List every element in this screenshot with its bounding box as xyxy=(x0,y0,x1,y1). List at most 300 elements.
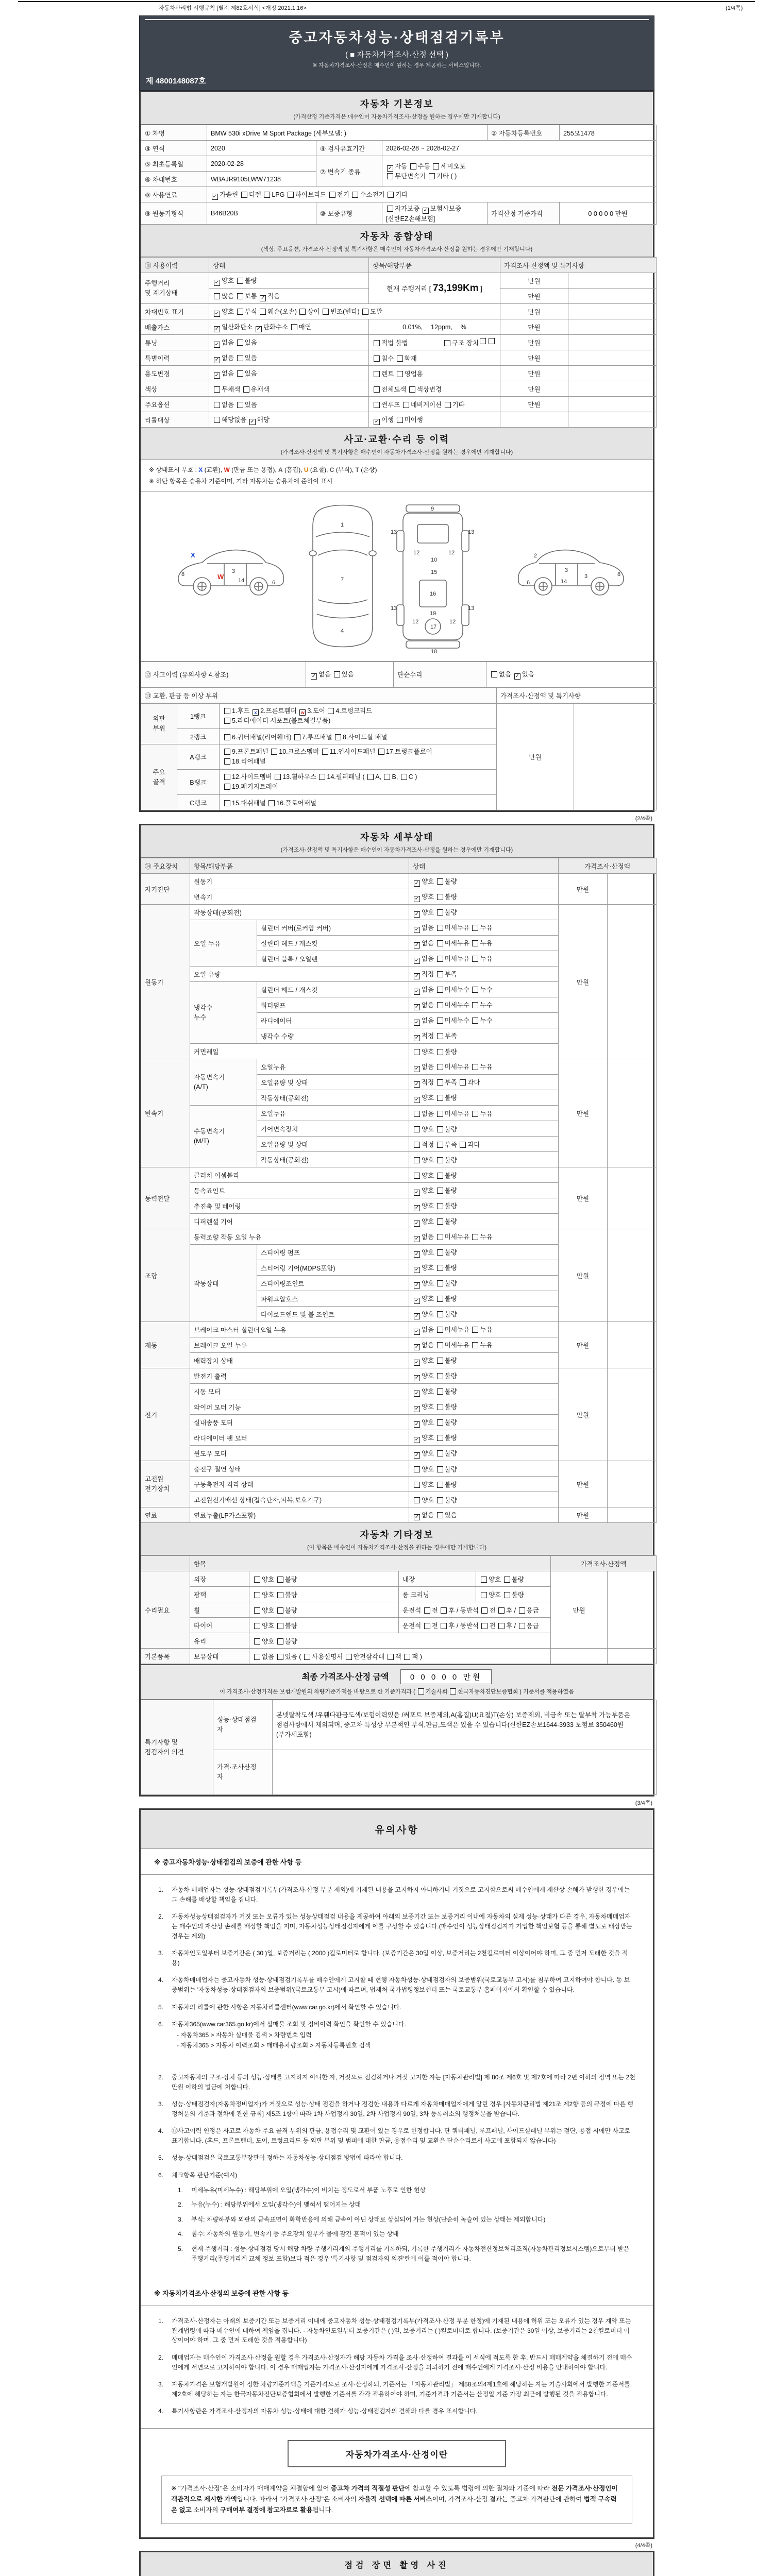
checkbox-empty[interactable] xyxy=(334,671,340,677)
table-cell: 동력조향 작동 오일 누유 xyxy=(190,1229,409,1245)
checkbox-empty[interactable] xyxy=(397,371,403,377)
checkbox-empty[interactable] xyxy=(437,1018,443,1024)
checkbox-mark-weld[interactable]: w xyxy=(299,709,306,716)
checkbox-checked[interactable]: ✓ xyxy=(250,418,255,425)
checkbox-empty[interactable] xyxy=(378,749,384,755)
checkbox-empty[interactable] xyxy=(433,163,439,170)
checkbox-empty[interactable] xyxy=(489,338,495,344)
checkbox-checked[interactable]: ✓ xyxy=(414,1405,419,1412)
checkbox-checked[interactable]: ✓ xyxy=(214,326,220,332)
checkbox-empty[interactable] xyxy=(445,402,451,408)
checkbox-empty[interactable] xyxy=(404,1654,410,1660)
checkbox-empty[interactable] xyxy=(437,1111,443,1117)
checkbox-empty[interactable] xyxy=(329,192,335,198)
table-cell: 만원 xyxy=(500,319,568,335)
notice-item xyxy=(158,1885,635,1904)
checkbox-checked[interactable]: ✓ xyxy=(261,295,265,301)
table-cell: 만원 xyxy=(551,1571,608,1649)
checkbox-empty[interactable] xyxy=(460,1079,466,1086)
checkbox-checked[interactable]: ✓ xyxy=(414,1390,419,1396)
checkbox-empty[interactable] xyxy=(437,1218,443,1225)
checkbox-empty[interactable] xyxy=(260,309,266,315)
checkbox-checked[interactable]: ✓ xyxy=(414,1220,419,1226)
checkbox-empty[interactable] xyxy=(437,1049,443,1055)
checkbox-empty[interactable] xyxy=(277,1577,283,1583)
checkbox-checked[interactable]: ✓ xyxy=(414,942,419,948)
checkbox-empty[interactable] xyxy=(498,1607,505,1614)
car-damage-diagram xyxy=(141,492,653,662)
table-cell: 발전기 출력 xyxy=(190,1368,409,1384)
table-cell: 휠 xyxy=(190,1602,249,1618)
checkbox-checked[interactable]: ✓ xyxy=(414,1081,419,1087)
checkbox-checked[interactable]: ✓ xyxy=(414,973,419,979)
final-price-band xyxy=(141,1664,653,1700)
checkbox-empty[interactable] xyxy=(414,1049,420,1055)
table-cell xyxy=(608,1229,657,1322)
table-cell: ✓ 일산화탄소 ✓ 탄화수소 매연 xyxy=(209,319,369,335)
checkbox-empty[interactable] xyxy=(437,1173,443,1179)
section-etc-subtitle: (이 항목은 매수인이 자동차가격조사·산정을 원하는 경우에만 기재합니다) xyxy=(307,1545,487,1551)
checkbox-empty[interactable] xyxy=(437,1188,443,1194)
photo-box xyxy=(139,2551,654,2576)
checkbox-checked[interactable]: ✓ xyxy=(414,911,419,917)
checkbox-checked[interactable]: ✓ xyxy=(414,1004,419,1010)
checkbox-empty[interactable] xyxy=(387,173,393,179)
table-cell: ⑦ 변속기 종류 xyxy=(316,156,382,187)
notice-item-text: 자동차매매업자는 중고자동차 성능·상태점검기록부를 매수인에게 고지할 때 현행 자동차성능·상태점검자의 보증범위(국토교통부 고시)를 첨부하여 고지하여야 합니다. 동 보증범위는 '자동차성능·상태점검자의 보증범위'(국토교통부 고시)에 따르며, 법제처 국가법령정보센터 또는 국토교통부 홈페이지에서 확인할 수 있습니다. xyxy=(172,1976,630,1993)
checkbox-empty[interactable] xyxy=(346,1654,352,1660)
table-cell: 양호 불량 xyxy=(409,1121,559,1137)
checkbox-empty[interactable] xyxy=(254,1607,260,1614)
checkbox-checked[interactable]: ✓ xyxy=(214,372,220,378)
checkbox-empty[interactable] xyxy=(414,1142,420,1148)
checkbox-empty[interactable] xyxy=(328,708,334,714)
svg-text:19: 19 xyxy=(430,611,436,617)
checkbox-empty[interactable] xyxy=(437,1512,443,1518)
notice-subitem-text: 부식: 차량하부와 외판의 금속표면이 화학반응에 의해 금속이 아닌 상태로 상실되어 가는 현상(단순히 녹슬어 있는 상태는 제외합니다) xyxy=(191,2215,546,2223)
checkbox-empty[interactable] xyxy=(237,355,243,361)
checkbox-empty[interactable] xyxy=(504,1592,510,1598)
table-cell: 주요옵션 xyxy=(141,397,209,412)
checkbox-empty[interactable] xyxy=(472,925,478,931)
legend-symbol-T: T xyxy=(355,466,359,473)
checkbox-checked[interactable]: ✓ xyxy=(214,310,220,316)
checkbox-empty[interactable] xyxy=(374,355,380,362)
checkbox-empty[interactable] xyxy=(291,324,297,330)
checkbox-checked[interactable]: ✓ xyxy=(414,1313,419,1319)
checkbox-empty[interactable] xyxy=(214,402,220,408)
checkbox-checked[interactable]: ✓ xyxy=(374,418,379,425)
checkbox-empty[interactable] xyxy=(362,309,368,315)
checkbox-empty[interactable] xyxy=(224,774,230,780)
checkbox-checked[interactable]: ✓ xyxy=(214,279,220,285)
table-cell: 실내송풍 모터 xyxy=(190,1415,409,1430)
checkbox-empty[interactable] xyxy=(472,1234,478,1240)
checkbox-checked[interactable]: ✓ xyxy=(414,988,419,994)
checkbox-checked[interactable]: ✓ xyxy=(414,957,419,963)
table-cell: 수동변속기 (M/T) xyxy=(190,1106,257,1167)
checkbox-empty[interactable] xyxy=(288,192,294,198)
table-cell: ✓ 없음 있음 xyxy=(409,1507,559,1523)
checkbox-empty[interactable] xyxy=(264,192,270,198)
checkbox-empty[interactable] xyxy=(224,718,230,724)
checkbox-empty[interactable] xyxy=(480,338,486,344)
checkbox-checked[interactable]: ✓ xyxy=(414,880,419,886)
checkbox-checked[interactable]: ✓ xyxy=(414,1297,419,1303)
checkbox-checked[interactable]: ✓ xyxy=(414,1421,419,1427)
table-cell xyxy=(608,874,657,905)
checkbox-empty[interactable] xyxy=(472,1111,478,1117)
detail-state-table xyxy=(141,858,653,1523)
table-cell: 양호 불량 xyxy=(249,1633,551,1649)
checkbox-empty[interactable] xyxy=(437,971,443,977)
checkbox-empty[interactable] xyxy=(414,1466,420,1472)
checkbox-checked[interactable]: ✓ xyxy=(311,673,316,680)
checkbox-empty[interactable] xyxy=(388,1654,394,1660)
checkbox-empty[interactable] xyxy=(224,749,230,755)
data-table xyxy=(141,1700,657,1795)
table-cell: 운전석 전 후 / 동반석 전 후 / 응급 xyxy=(399,1618,551,1633)
table-cell xyxy=(608,905,657,1059)
checkbox-empty[interactable] xyxy=(437,1358,443,1364)
checkbox-empty[interactable] xyxy=(294,734,300,740)
checkbox-empty[interactable] xyxy=(437,1064,443,1070)
table-cell: ✓ 양호 불량 xyxy=(409,1276,559,1291)
checkbox-empty[interactable] xyxy=(437,1265,443,1271)
table-cell: BMW 530i xDrive M Sport Package (세부모델: ) xyxy=(207,125,488,141)
table-cell: 작동상태 xyxy=(190,1245,257,1322)
checkbox-empty[interactable] xyxy=(472,1064,478,1070)
checkbox-checked[interactable]: ✓ xyxy=(414,1282,419,1288)
table-cell: ✓ 양호 불량 xyxy=(409,889,559,905)
checkbox-empty[interactable] xyxy=(481,1592,487,1598)
checkbox-checked[interactable]: ✓ xyxy=(214,357,220,363)
checkbox-empty[interactable] xyxy=(254,1577,260,1583)
checkbox-empty[interactable] xyxy=(237,278,243,284)
checkbox-checked[interactable]: ✓ xyxy=(515,673,519,680)
checkbox-empty[interactable] xyxy=(491,671,497,677)
table-cell: ✓ 없음 있음 xyxy=(306,662,394,687)
checkbox-empty[interactable] xyxy=(472,1342,478,1348)
checkbox-empty[interactable] xyxy=(444,340,450,346)
checkbox-empty[interactable] xyxy=(437,1126,443,1132)
table-cell xyxy=(568,366,657,381)
table-cell: ④ 검사유효기간 xyxy=(316,141,382,156)
checkbox-empty[interactable] xyxy=(409,386,415,393)
checkbox-empty[interactable] xyxy=(429,173,435,179)
table-cell: ⑫ 사고이력 (유의사항 4.참조) xyxy=(141,662,306,687)
checkbox-empty[interactable] xyxy=(437,1435,443,1441)
checkbox-empty[interactable] xyxy=(414,1173,420,1179)
section-overall-header xyxy=(141,225,653,257)
table-cell: 동력전달 xyxy=(141,1167,190,1229)
checkbox-empty[interactable] xyxy=(437,1079,443,1086)
checkbox-empty[interactable] xyxy=(322,749,328,755)
checkbox-empty[interactable] xyxy=(277,1607,283,1614)
checkbox-empty[interactable] xyxy=(437,1249,443,1256)
checkbox-empty[interactable] xyxy=(388,192,394,198)
checkbox-empty[interactable] xyxy=(254,1592,260,1598)
data-table xyxy=(141,703,657,810)
checkbox-checked[interactable]: ✓ xyxy=(212,193,217,199)
checkbox-empty[interactable] xyxy=(437,1419,443,1426)
table-cell xyxy=(608,1059,657,1167)
checkbox-empty[interactable] xyxy=(437,1203,443,1209)
checkbox-empty[interactable] xyxy=(437,1497,443,1503)
checkbox-empty[interactable] xyxy=(424,1623,430,1629)
checkbox-checked[interactable]: ✓ xyxy=(414,1375,419,1381)
table-cell: 가격·조사산정 자 xyxy=(213,1750,273,1795)
table-cell: 적정 부족 과다 xyxy=(409,1137,559,1152)
page1-box xyxy=(139,91,654,812)
checkbox-empty[interactable] xyxy=(472,1002,478,1008)
checkbox-checked[interactable]: ✓ xyxy=(414,1251,419,1257)
checkbox-empty[interactable] xyxy=(254,1654,260,1660)
price-definition-text: ※ "가격조사·산정"은 소비자가 매매계약을 체결함에 있어 중고차 가격의 적절성 판단에 참고할 수 있도록 법령에 의한 절차와 기준에 따라 전문 가격조사·산정인이 객관적으로 제시한 가액입니다. 따라서 "가격조사·산정"은 소비자의 자율적 선택에 따른 서비스이며, 가격조사·산정 결과는 중고차 가격판단에 관하여 법적 구속력은 없고 소비자의 구매여부 결정에 참고자료로 활용됩니다. xyxy=(161,2476,632,2524)
checkbox-mark-exchange[interactable]: x xyxy=(253,709,259,716)
checkbox-empty[interactable] xyxy=(437,940,443,946)
checkbox-empty[interactable] xyxy=(237,293,243,299)
checkbox-empty[interactable] xyxy=(271,749,277,755)
notice-item-number: 6. xyxy=(158,2172,164,2179)
checkbox-empty[interactable] xyxy=(304,1654,310,1660)
table-cell: ⑥ 차대번호 xyxy=(141,172,207,187)
table-cell xyxy=(551,1649,608,1664)
checkbox-empty[interactable] xyxy=(437,1095,443,1101)
checkbox-empty[interactable] xyxy=(237,370,243,377)
checkbox-empty[interactable] xyxy=(472,1018,478,1024)
checkbox-empty[interactable] xyxy=(403,402,409,408)
checkbox-checked[interactable]: ✓ xyxy=(414,1452,419,1458)
checkbox-empty[interactable] xyxy=(275,774,281,780)
checkbox-checked[interactable]: ✓ xyxy=(256,326,261,332)
checkbox-empty[interactable] xyxy=(437,1033,443,1039)
notice-item-number: 3. xyxy=(158,1950,164,1957)
checkbox-checked[interactable]: ✓ xyxy=(414,1235,419,1242)
price-definition-title: 자동차가격조사·산정이란 xyxy=(288,2440,506,2467)
checkbox-empty[interactable] xyxy=(437,1327,443,1333)
checkbox-empty[interactable] xyxy=(437,878,443,885)
checkbox-empty[interactable] xyxy=(481,1577,487,1583)
checkbox-empty[interactable] xyxy=(472,987,478,993)
checkbox-empty[interactable] xyxy=(424,1607,430,1614)
checkbox-empty[interactable] xyxy=(277,1623,283,1629)
notice-item-text: 자동차의 리콜에 관한 사항은 자동차리콜센터(www.car.go.kr)에서 확인할 수 있습니다. xyxy=(172,2003,401,2011)
checkbox-empty[interactable] xyxy=(519,1607,525,1614)
checkbox-empty[interactable] xyxy=(437,987,443,993)
table-cell: 전기 xyxy=(141,1368,190,1461)
notice-item-text: 특기사항란은 가격조사·산정자의 자동차 성능·상태에 대한 견해가 성능·상태점검자의 견해와 다를 경우 표시합니다. xyxy=(172,2408,478,2415)
table-cell: 없음 미세누유 누유 xyxy=(409,1106,559,1121)
checkbox-empty[interactable] xyxy=(374,402,380,408)
checkbox-empty[interactable] xyxy=(437,1157,443,1163)
checkbox-empty[interactable] xyxy=(437,1342,443,1348)
checkbox-empty[interactable] xyxy=(243,386,249,393)
checkbox-empty[interactable] xyxy=(374,340,380,346)
checkbox-empty[interactable] xyxy=(437,894,443,900)
checkbox-empty[interactable] xyxy=(418,1688,424,1694)
checkbox-empty[interactable] xyxy=(410,163,416,170)
notice-list xyxy=(141,2306,653,2428)
checkbox-empty[interactable] xyxy=(437,956,443,962)
checkbox-empty[interactable] xyxy=(277,1592,283,1598)
checkbox-empty[interactable] xyxy=(414,1497,420,1503)
checkbox-checked[interactable]: ✓ xyxy=(414,1328,419,1334)
checkbox-empty[interactable] xyxy=(441,1623,447,1629)
data-table xyxy=(141,687,657,703)
checkbox-empty[interactable] xyxy=(254,1623,260,1629)
checkbox-empty[interactable] xyxy=(414,1482,420,1488)
checkbox-empty[interactable] xyxy=(414,1126,420,1132)
checkbox-empty[interactable] xyxy=(437,1002,443,1008)
checkbox-empty[interactable] xyxy=(437,1450,443,1456)
checkbox-empty[interactable] xyxy=(237,340,243,346)
checkbox-empty[interactable] xyxy=(460,1142,466,1148)
checkbox-checked[interactable]: ✓ xyxy=(414,1359,419,1365)
checkbox-empty[interactable] xyxy=(504,1577,510,1583)
table-cell: 양호 불량 xyxy=(409,1461,559,1477)
table-cell: 9.프론트패널 10.크로스멤버 11.인사이드패널 17.트렁크플로어 18.리어패널 xyxy=(220,744,497,770)
checkbox-checked[interactable]: ✓ xyxy=(414,1344,419,1350)
notice-item-number: 5. xyxy=(158,2003,164,2011)
table-cell: 수리필요 xyxy=(141,1571,190,1649)
checkbox-empty[interactable] xyxy=(224,800,230,806)
table-cell: ✓ 없음 있음 xyxy=(209,335,369,350)
checkbox-checked[interactable]: ✓ xyxy=(414,1189,419,1195)
table-cell: 클러치 어셈블리 xyxy=(190,1167,409,1183)
checkbox-empty[interactable] xyxy=(367,774,374,780)
checkbox-empty[interactable] xyxy=(498,1623,505,1629)
checkbox-empty[interactable] xyxy=(374,371,380,377)
checkbox-checked[interactable]: ✓ xyxy=(423,208,428,213)
checkbox-checked[interactable]: ✓ xyxy=(388,165,393,171)
checkbox-empty[interactable] xyxy=(437,1234,443,1240)
checkbox-empty[interactable] xyxy=(437,1296,443,1302)
checkbox-checked[interactable]: ✓ xyxy=(414,1205,419,1211)
svg-text:15: 15 xyxy=(431,569,438,576)
table-cell: 커먼레일 xyxy=(190,1044,409,1059)
checkbox-empty[interactable] xyxy=(254,1638,260,1645)
checkbox-checked[interactable]: ✓ xyxy=(414,1019,419,1025)
checkbox-empty[interactable] xyxy=(437,1142,443,1148)
table-cell: ✓ 양호 부식 훼손(오손) 상이 변조(변타) 도말 xyxy=(209,304,500,319)
checkbox-empty[interactable] xyxy=(437,1373,443,1379)
notice-item-number: 4. xyxy=(158,1976,164,1984)
checkbox-empty[interactable] xyxy=(384,774,390,780)
table-cell: 2랭크 xyxy=(177,729,220,744)
checkbox-empty[interactable] xyxy=(481,1623,488,1629)
checkbox-checked[interactable]: ✓ xyxy=(414,1065,419,1072)
table-cell: 냉각수 수량 xyxy=(257,1028,409,1044)
checkbox-empty[interactable] xyxy=(335,734,341,740)
checkbox-empty[interactable] xyxy=(441,1607,447,1614)
checkbox-checked[interactable]: ✓ xyxy=(414,1514,419,1520)
table-cell: ✓ 양호 불량 xyxy=(409,1245,559,1260)
table-cell: 변속기 xyxy=(141,1059,190,1167)
checkbox-empty[interactable] xyxy=(472,940,478,946)
checkbox-empty[interactable] xyxy=(437,909,443,916)
checkbox-empty[interactable] xyxy=(214,386,220,393)
notice-subitem xyxy=(178,2200,635,2210)
checkbox-empty[interactable] xyxy=(387,206,393,212)
legend-symbol-A: A xyxy=(278,466,283,473)
checkbox-empty[interactable] xyxy=(414,1111,420,1117)
checkbox-empty[interactable] xyxy=(519,1623,525,1629)
checkbox-checked[interactable]: ✓ xyxy=(214,341,220,347)
checkbox-empty[interactable] xyxy=(397,417,403,423)
table-cell: ✓ 이행 미이행 xyxy=(369,412,500,428)
checkbox-empty[interactable] xyxy=(224,734,230,740)
checkbox-empty[interactable] xyxy=(237,309,243,315)
legend-symbol-U: U xyxy=(304,466,309,473)
checkbox-checked[interactable]: ✓ xyxy=(414,1035,419,1041)
table-cell: 충전구 절연 상태 xyxy=(190,1461,409,1477)
checkbox-checked[interactable]: ✓ xyxy=(414,1436,419,1443)
table-cell: ✓ 양호 불량 xyxy=(409,1446,559,1461)
section-basic-header xyxy=(141,92,653,125)
checkbox-empty[interactable] xyxy=(437,1404,443,1410)
svg-text:1: 1 xyxy=(341,522,344,529)
table-cell: 실린더 헤드 / 개스킷 xyxy=(257,982,409,997)
table-cell: ✓ 양호 불량 xyxy=(209,273,369,289)
checkbox-empty[interactable] xyxy=(481,1607,488,1614)
checkbox-empty[interactable] xyxy=(214,293,220,299)
svg-text:12: 12 xyxy=(448,550,455,556)
checkbox-empty[interactable] xyxy=(437,925,443,931)
checkbox-empty[interactable] xyxy=(224,784,230,790)
checkbox-checked[interactable]: ✓ xyxy=(414,895,419,902)
checkbox-checked[interactable]: ✓ xyxy=(414,1266,419,1273)
checkbox-empty[interactable] xyxy=(268,800,275,806)
checkbox-checked[interactable]: ✓ xyxy=(414,926,419,933)
checkbox-empty[interactable] xyxy=(319,774,325,780)
checkbox-empty[interactable] xyxy=(374,386,380,393)
checkbox-empty[interactable] xyxy=(401,774,407,780)
table-cell: B랭크 xyxy=(177,770,220,795)
checkbox-empty[interactable] xyxy=(472,956,478,962)
checkbox-empty[interactable] xyxy=(437,1280,443,1286)
table-cell: 만원 xyxy=(559,874,608,905)
checkbox-empty[interactable] xyxy=(450,1688,456,1694)
checkbox-empty[interactable] xyxy=(437,1466,443,1472)
checkbox-empty[interactable] xyxy=(214,417,220,423)
table-cell xyxy=(568,289,657,304)
checkbox-empty[interactable] xyxy=(397,355,403,362)
checkbox-empty[interactable] xyxy=(224,758,230,765)
checkbox-empty[interactable] xyxy=(237,402,243,408)
checkbox-empty[interactable] xyxy=(241,192,247,198)
checkbox-empty[interactable] xyxy=(323,309,329,315)
notice-item xyxy=(158,2153,635,2163)
table-cell: 외판 부위 xyxy=(141,704,177,744)
checkbox-empty[interactable] xyxy=(437,1388,443,1395)
checkbox-empty[interactable] xyxy=(224,708,230,714)
checkbox-empty[interactable] xyxy=(277,1638,283,1645)
table-cell: 많음 보통 ✓ 적음 xyxy=(209,289,369,304)
checkbox-empty[interactable] xyxy=(437,1311,443,1317)
notice-subitem-text: 침수: 자동차의 원동기, 변속기 등 주요장치 일부가 물에 잠긴 흔적이 있는 상태 xyxy=(191,2230,399,2238)
checkbox-empty[interactable] xyxy=(437,1482,443,1488)
checkbox-empty[interactable] xyxy=(277,1654,283,1660)
checkbox-empty[interactable] xyxy=(299,309,306,315)
checkbox-empty[interactable] xyxy=(352,192,358,198)
page-number-2: (2/4쪽) xyxy=(635,816,652,822)
checkbox-empty[interactable] xyxy=(472,1327,478,1333)
checkbox-empty[interactable] xyxy=(414,1157,420,1163)
table-cell: ① 차명 xyxy=(141,125,207,141)
checkbox-checked[interactable]: ✓ xyxy=(414,1096,419,1103)
table-cell: 양호 불량 xyxy=(249,1618,399,1633)
